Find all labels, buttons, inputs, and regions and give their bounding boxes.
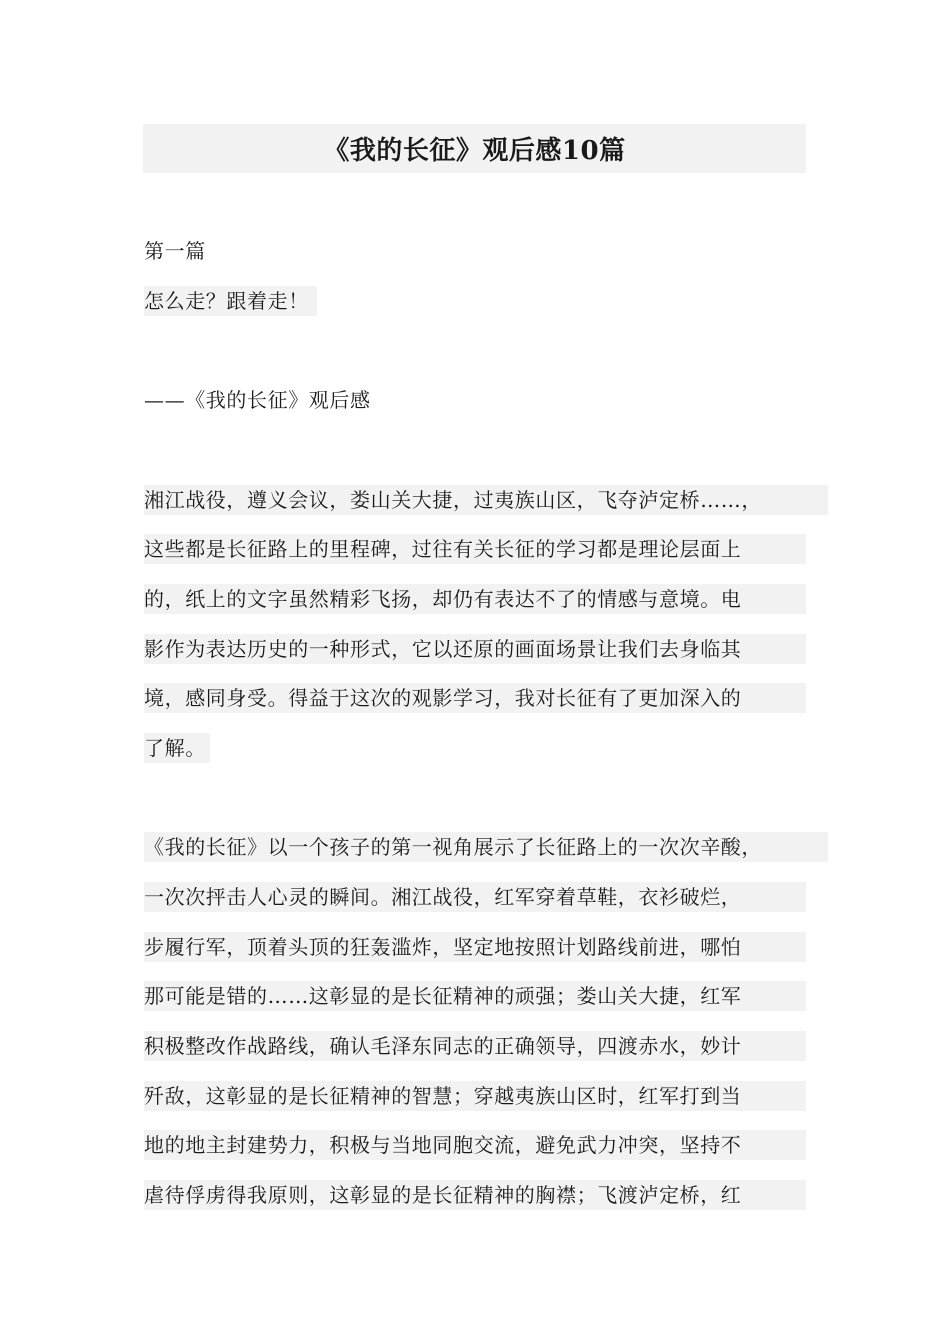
paragraph1-line — [144, 584, 806, 614]
paragraph2-line-text: 那可能是错的……这彰显的是长征精神的顽强；娄山关大捷，红军 — [144, 981, 806, 1011]
paragraph2-line-text: 歼敌，这彰显的是长征精神的智慧；穿越夷族山区时，红军打到当 — [144, 1081, 806, 1111]
paragraph2-line — [144, 1180, 806, 1210]
paragraph2-line — [144, 1031, 806, 1061]
paragraph2-line — [144, 882, 806, 912]
paragraph2-line-text: 《我的长征》以一个孩子的第一视角展示了长征路上的一次次辛酸， — [144, 832, 828, 862]
paragraph1-line-text: 了解。 — [144, 733, 210, 763]
paragraph1-line — [144, 485, 828, 515]
paragraph1-line — [144, 534, 806, 564]
paragraph1-line — [144, 683, 806, 713]
paragraph2-line-text: 地的地主封建势力，积极与当地同胞交流，避免武力冲突，坚持不 — [144, 1130, 806, 1160]
section-label-text: 第一篇 — [144, 239, 206, 263]
paragraph2-line-text: 虐待俘虏得我原则，这彰显的是长征精神的胸襟；飞渡泸定桥，红 — [144, 1180, 806, 1210]
paragraph2-line — [144, 932, 806, 962]
paragraph2-line-text: 步履行军，顶着头顶的狂轰滥炸，坚定地按照计划路线前进，哪怕 — [144, 932, 806, 962]
paragraph2-line-text: 一次次抨击人心灵的瞬间。湘江战役，红军穿着草鞋，衣衫破烂， — [144, 882, 806, 912]
paragraph1-line-text: 境，感同身受。得益于这次的观影学习，我对长征有了更加深入的 — [144, 683, 806, 713]
paragraph2-line — [144, 832, 828, 862]
paragraph1-line-text: 的，纸上的文字虽然精彩飞扬，却仍有表达不了的情感与意境。电 — [144, 584, 806, 614]
article-byline-text: ——《我的长征》观后感 — [144, 388, 371, 412]
title-banner — [143, 124, 806, 173]
section-label — [144, 236, 206, 266]
document-title: 《我的长征》观后感10篇 — [323, 136, 626, 166]
paragraph1-line-text: 这些都是长征路上的里程碑，过往有关长征的学习都是理论层面上 — [144, 534, 806, 564]
paragraph2-line — [144, 1081, 806, 1111]
paragraph1-line-text: 湘江战役，遵义会议，娄山关大捷，过夷族山区，飞夺泸定桥……， — [144, 485, 828, 515]
paragraph1-line — [144, 634, 806, 664]
article-byline — [144, 385, 371, 415]
article-subtitle — [144, 286, 317, 316]
paragraph2-line — [144, 981, 806, 1011]
paragraph2-line — [144, 1130, 806, 1160]
paragraph2-line-text: 积极整改作战路线，确认毛泽东同志的正确领导，四渡赤水，妙计 — [144, 1031, 806, 1061]
paragraph1-line-text: 影作为表达历史的一种形式，它以还原的画面场景让我们去身临其 — [144, 634, 806, 664]
paragraph1-line — [144, 733, 210, 763]
article-subtitle-text: 怎么走？跟着走！ — [144, 286, 317, 316]
